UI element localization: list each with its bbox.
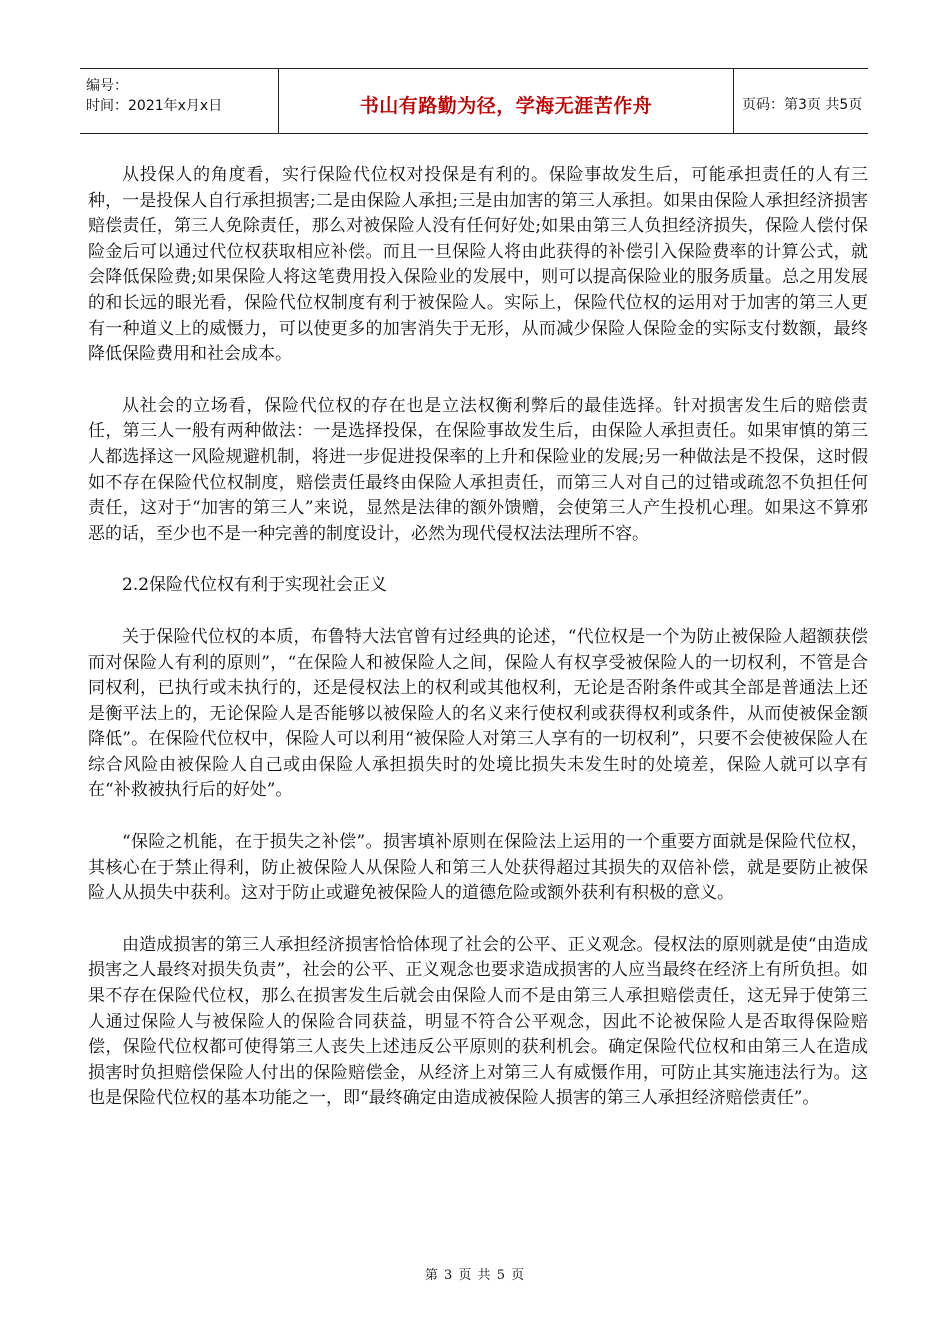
page-footer (0, 1264, 950, 1283)
page-header (80, 68, 868, 134)
paragraph-fairness-justice: 由造成损害的第三人承担经济损害恰恰体现了社会的公平、正义观念。侵权法的原则就是使“由造成损害之人最终对损失负责”，社会的公平、正义观念也要求造成损害的人应当最终在经济上有所负担。如果不存在保险代位权，那么在损害发生后就会由保险人而不是由第三人承担赔偿责任，这无异于使第三人通过保险人与被保险人的保险合同获益，明显不符合公平观念，因此不论被保险人是否取得保险赔偿，保险代位权都可使得第三人丧失上述违反公平原则的获利机会。确定保险代位权和由第三人在造成损害时负担赔偿保险人付出的保险赔偿金，从经济上对第三人有威慑作用，可防止其实施违法行为。这也是保险代位权的基本功能之一，即“最终确定由造成被保险人损害的第三人承担经济赔偿责任”。 (88, 934, 868, 1109)
paragraph-loss-compensation: “保险之机能，在于损失之补偿”。损害填补原则在保险法上运用的一个重要方面就是保险代位权，其核心在于禁止得利，防止被保险人从保险人和第三人处获得超过其损失的双倍补偿，就是要防止被保险人从损失中获利。这对于防止或避免被保险人的道德危险或额外获利有积极的意义。 (88, 832, 868, 904)
document-date-label: 时间：2021年x月x日 (86, 98, 223, 114)
paragraph-policyholder-view: 从投保人的角度看，实行保险代位权对投保是有利的。保险事故发生后，可能承担责任的人有三种，一是投保人自行承担损害;二是由保险人承担;三是由加害的第三人承担。如果由保险人承担经济损害赔偿责任，第三人免除责任，那么对被保险人没有任何好处;如果由第三人负担经济损失，保险人偿付保险金后可以通过代位权获取相应补偿。而且一旦保险人将由此获得的补偿引入保险费率的计算公式，就会降低保险费;如果保险人将这笔费用投入保险业的发展中，则可以提高保险业的服务质量。总之用发展的和长远的眼光看，保险代位权制度有利于被保险人。实际上，保险代位权的运用对于加害的第三人更有一种道义上的威慑力，可以使更多的加害消失于无形，从而减少保险人保险金的实际支付数额，最终降低保险费用和社会成本。 (88, 165, 868, 365)
document-body (88, 163, 868, 1112)
header-meta-cell (80, 69, 278, 133)
footer-page-number: 第 3 页 共 5 页 (424, 1268, 526, 1283)
header-page-cell (734, 69, 868, 133)
header-motto: 书山有路勤为径，学海无涯苦作舟 (359, 95, 653, 117)
header-page-number: 页码：第3页 共5页 (742, 97, 863, 113)
document-number-label: 编号： (86, 78, 128, 94)
section-heading: 2.2保险代位权有利于实现社会正义 (122, 575, 388, 596)
header-motto-cell (278, 69, 734, 133)
paragraph-society-view: 从社会的立场看，保险代位权的存在也是立法权衡利弊后的最佳选择。针对损害发生后的赔偿责任，第三人一般有两种做法：一是选择投保，在保险事故发生后，由保险人承担责任。如果审慎的第三人都选择这一风险规避机制，将进一步促进投保率的上升和保险业的发展;另一种做法是不投保，这时假如不存在保险代位权制度，赔偿责任最终由保险人承担责任，而第三人对自己的过错或疏忽不负担任何责任，这对于“加害的第三人”来说，显然是法律的额外馈赠，会使第三人产生投机心理。如果这不算邪恶的话，至少也不是一种完善的制度设计，必然为现代侵权法法理所不容。 (88, 395, 868, 544)
paragraph-subrogation-nature: 关于保险代位权的本质，布鲁特大法官曾有过经典的论述，“代位权是一个为防止被保险人超额获偿而对保险人有利的原则”，“在保险人和被保险人之间，保险人有权享受被保险人的一切权利，不管是合同权利，已执行或未执行的，还是侵权法上的权利或其他权利，无论是否附条件或其全部是普通法上还是衡平法上的，无论保险人是否能够以被保险人的名义来行使权利或获得权利或条件，从而使被保金额降低”。在保险代位权中，保险人可以利用“被保险人对第三人享有的一切权利”，只要不会使被保险人在综合风险由被保险人自己或由保险人承担损失时的处境比损失未发生时的处境差，保险人就可以享有在“补救被执行后的好处”。 (88, 626, 868, 801)
